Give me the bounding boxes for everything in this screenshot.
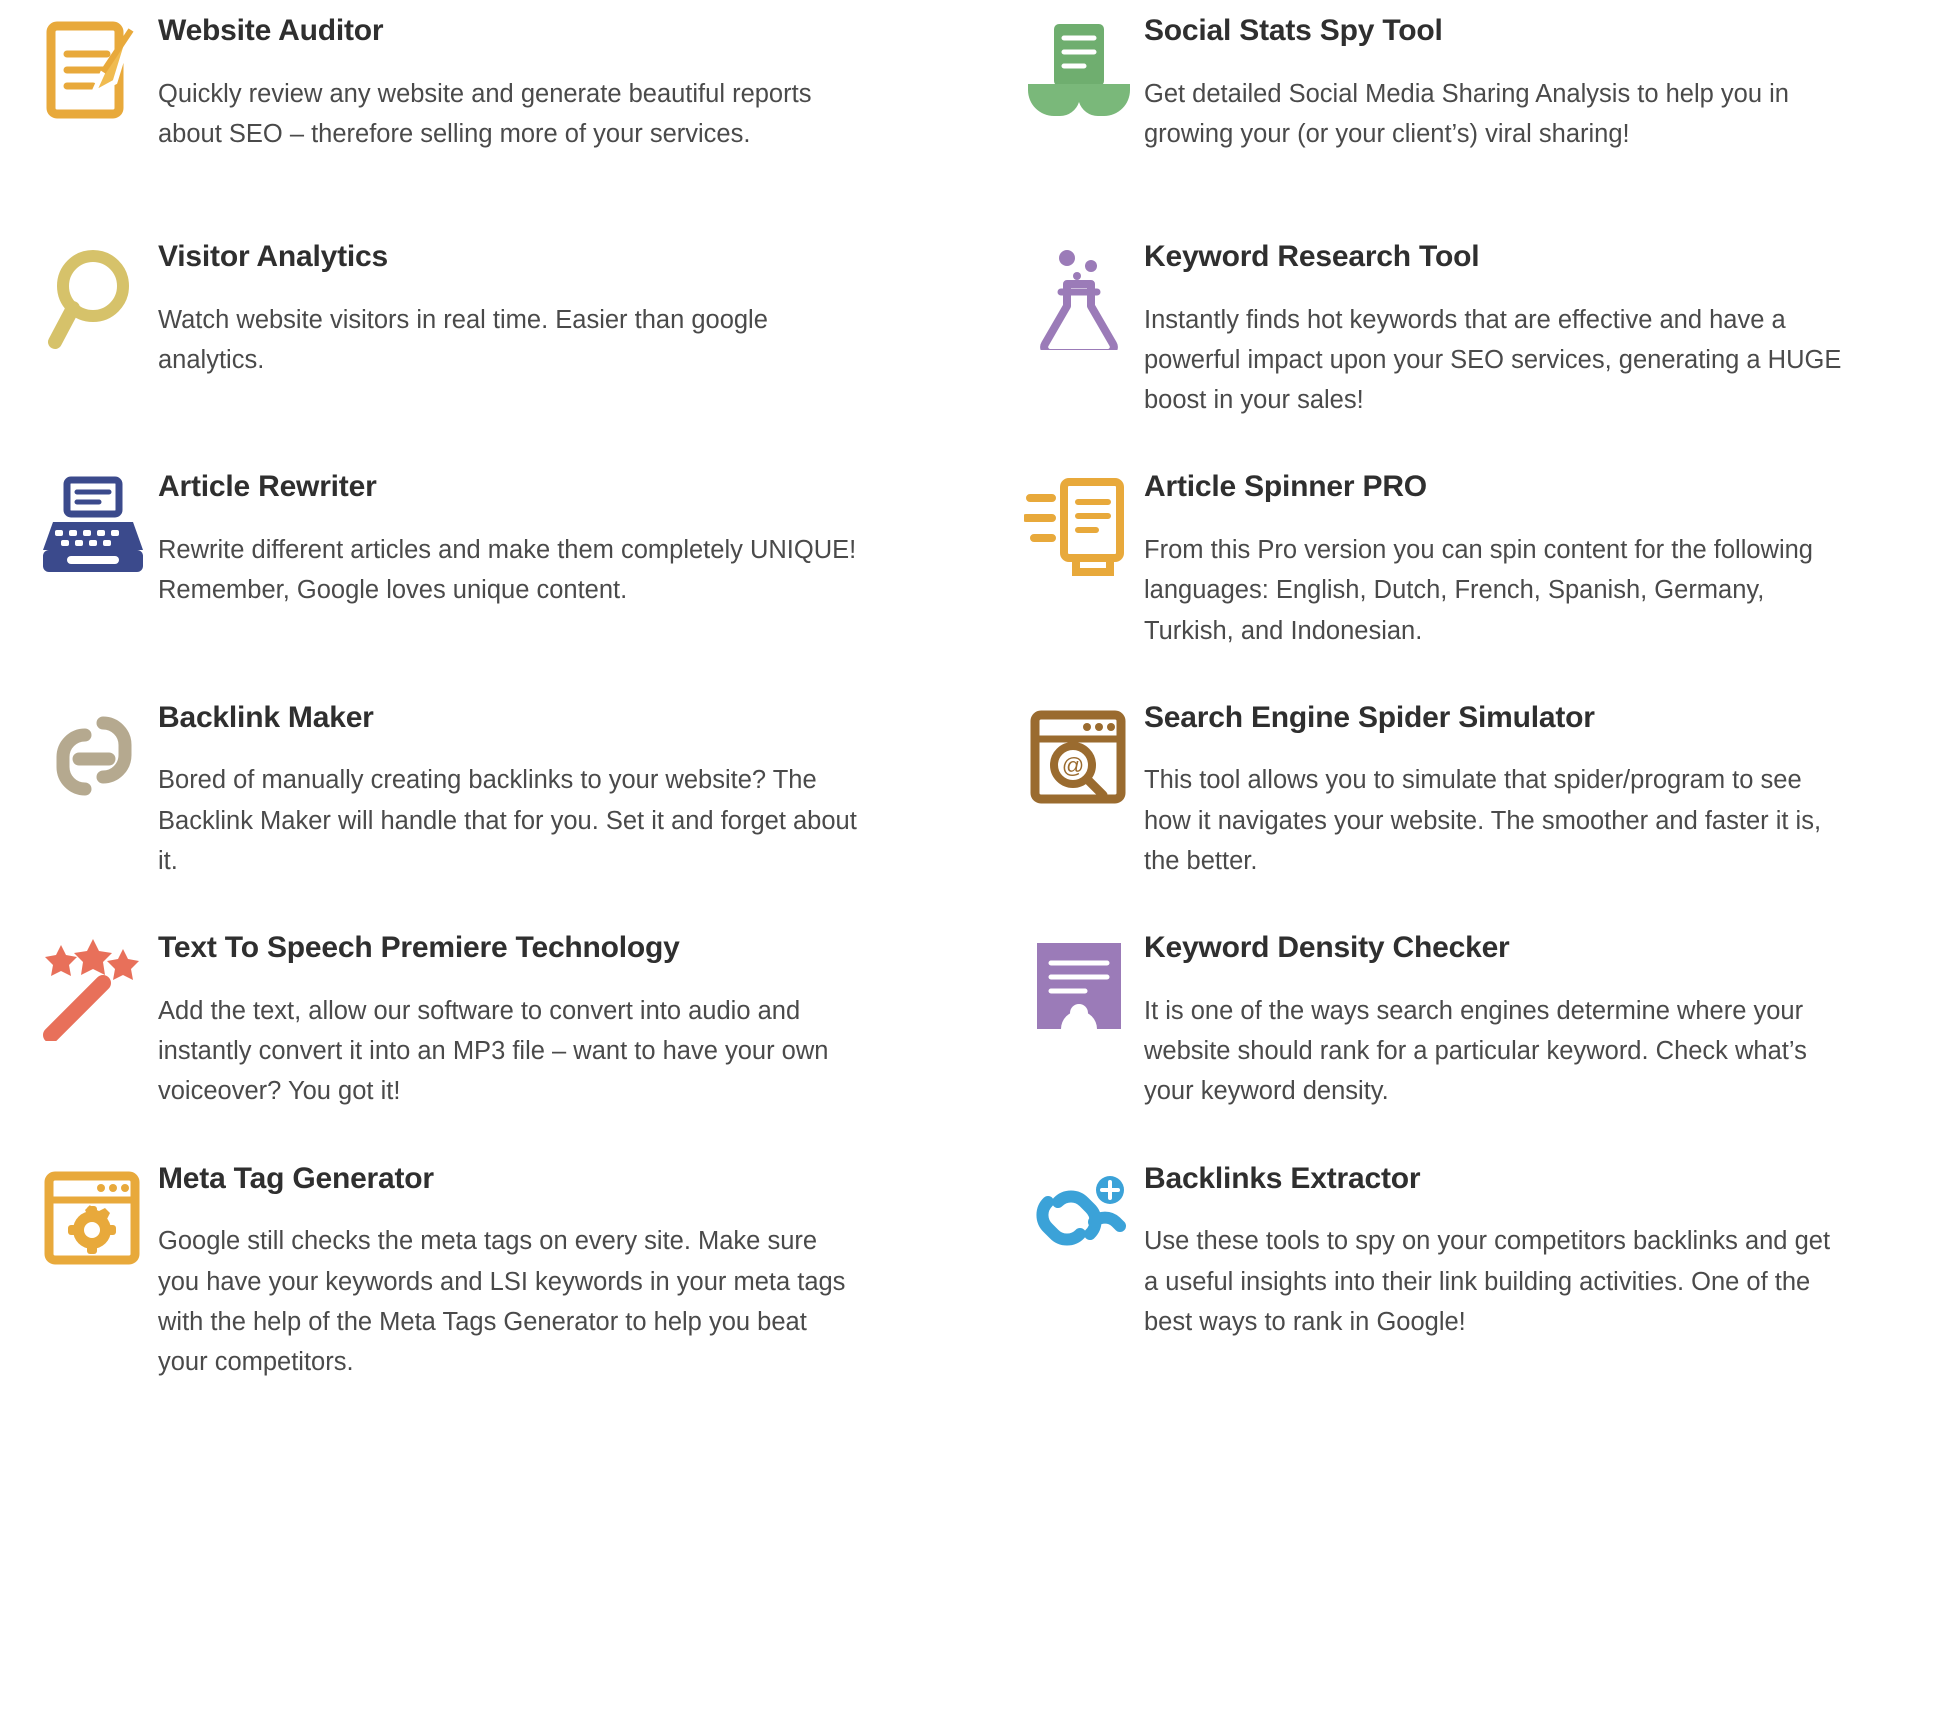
- feature-description: Quickly review any website and generate beautiful reports about SEO – therefore selling more of your services.: [158, 79, 812, 148]
- magnifying-glass-icon: [28, 238, 158, 358]
- feature-description: This tool allows you to simulate that spider/program to see how it navigates your website. The smoother and faster it is, the better.: [1144, 766, 1822, 876]
- feature-description: From this Pro version you can spin content for the following languages: English, Dutch, French, Spanish, Germany, Turkish, and Indonesian.: [1144, 536, 1813, 645]
- feature-title: Meta Tag Generator: [158, 1161, 434, 1195]
- document-edit-icon: [28, 12, 158, 132]
- magic-wand-icon: [28, 929, 158, 1049]
- feature-title: Keyword Research Tool: [1144, 240, 1480, 273]
- feature-description: Watch website visitors in real time. Easier than google analytics.: [158, 305, 768, 374]
- svg-text:@: @: [1061, 752, 1085, 778]
- feature-card-keyword-research-tool: [1014, 238, 1914, 468]
- feature-title: Social Stats Spy Tool: [1144, 14, 1443, 47]
- feature-card-article-rewriter: [28, 468, 928, 698]
- feature-title: Article Rewriter: [158, 470, 377, 504]
- chain-link-icon: [28, 699, 158, 819]
- keyword-density-icon: [1014, 929, 1144, 1049]
- typewriter-icon: [28, 468, 158, 588]
- spider-simulator-browser-icon: [1014, 699, 1144, 819]
- feature-title: Keyword Density Checker: [1144, 931, 1510, 965]
- feature-title: Article Spinner PRO: [1144, 470, 1427, 504]
- feature-description: Use these tools to spy on your competitors backlinks and get a useful insights into their link building activities. One of the best ways to rank in Google!: [1144, 1227, 1831, 1336]
- feature-description: It is one of the ways search engines determine where your website should rank for a particular keyword. Check what’s your keyword density.: [1144, 996, 1807, 1106]
- feature-description: Get detailed Social Media Sharing Analysis to help you in growing your (or your client’s) viral sharing!: [1144, 79, 1789, 148]
- social-stats-glasses-icon: [1014, 12, 1144, 132]
- feature-card-keyword-density-checker: [1014, 929, 1914, 1159]
- feature-card-website-auditor: [28, 12, 928, 238]
- feature-title: Search Engine Spider Simulator: [1144, 700, 1595, 734]
- feature-title: Website Auditor: [158, 14, 384, 47]
- feature-description: Add the text, allow our software to convert into audio and instantly convert it into an MP3 file – want to have your own voiceover? You got it!: [158, 996, 829, 1106]
- feature-description: Google still checks the meta tags on every site. Make sure you have your keywords and LSI keywords in your meta tags with the help of the Meta Tags Generator to help you beat your competitors.: [158, 1227, 846, 1377]
- feature-card-article-spinner-pro: [1014, 468, 1914, 698]
- meta-tag-gear-icon: [28, 1160, 158, 1280]
- feature-card-backlinks-extractor: [1014, 1160, 1914, 1431]
- feature-card-visitor-analytics: [28, 238, 928, 468]
- article-spinner-icon: [1014, 468, 1144, 588]
- feature-description: Bored of manually creating backlinks to your website? The Backlink Maker will handle that for you. Set it and forget about it.: [158, 766, 857, 876]
- feature-card-spider-simulator: [1014, 699, 1914, 929]
- feature-title: Backlink Maker: [158, 700, 374, 734]
- feature-title: Text To Speech Premiere Technology: [158, 931, 680, 965]
- feature-title: Visitor Analytics: [158, 240, 389, 273]
- feature-card-backlink-maker: [28, 699, 928, 929]
- backlinks-extractor-icon: [1014, 1160, 1144, 1280]
- feature-card-text-to-speech: [28, 929, 928, 1159]
- feature-card-meta-tag-generator: [28, 1160, 928, 1431]
- feature-description: Instantly finds hot keywords that are effective and have a powerful impact upon your SEO services, generating a HUGE boost in your sales!: [1144, 305, 1842, 415]
- feature-card-social-stats-spy-tool: [1014, 12, 1914, 238]
- feature-description: Rewrite different articles and make them completely UNIQUE! Remember, Google loves unique content.: [158, 536, 857, 605]
- flask-icon: [1014, 238, 1144, 358]
- feature-title: Backlinks Extractor: [1144, 1161, 1421, 1195]
